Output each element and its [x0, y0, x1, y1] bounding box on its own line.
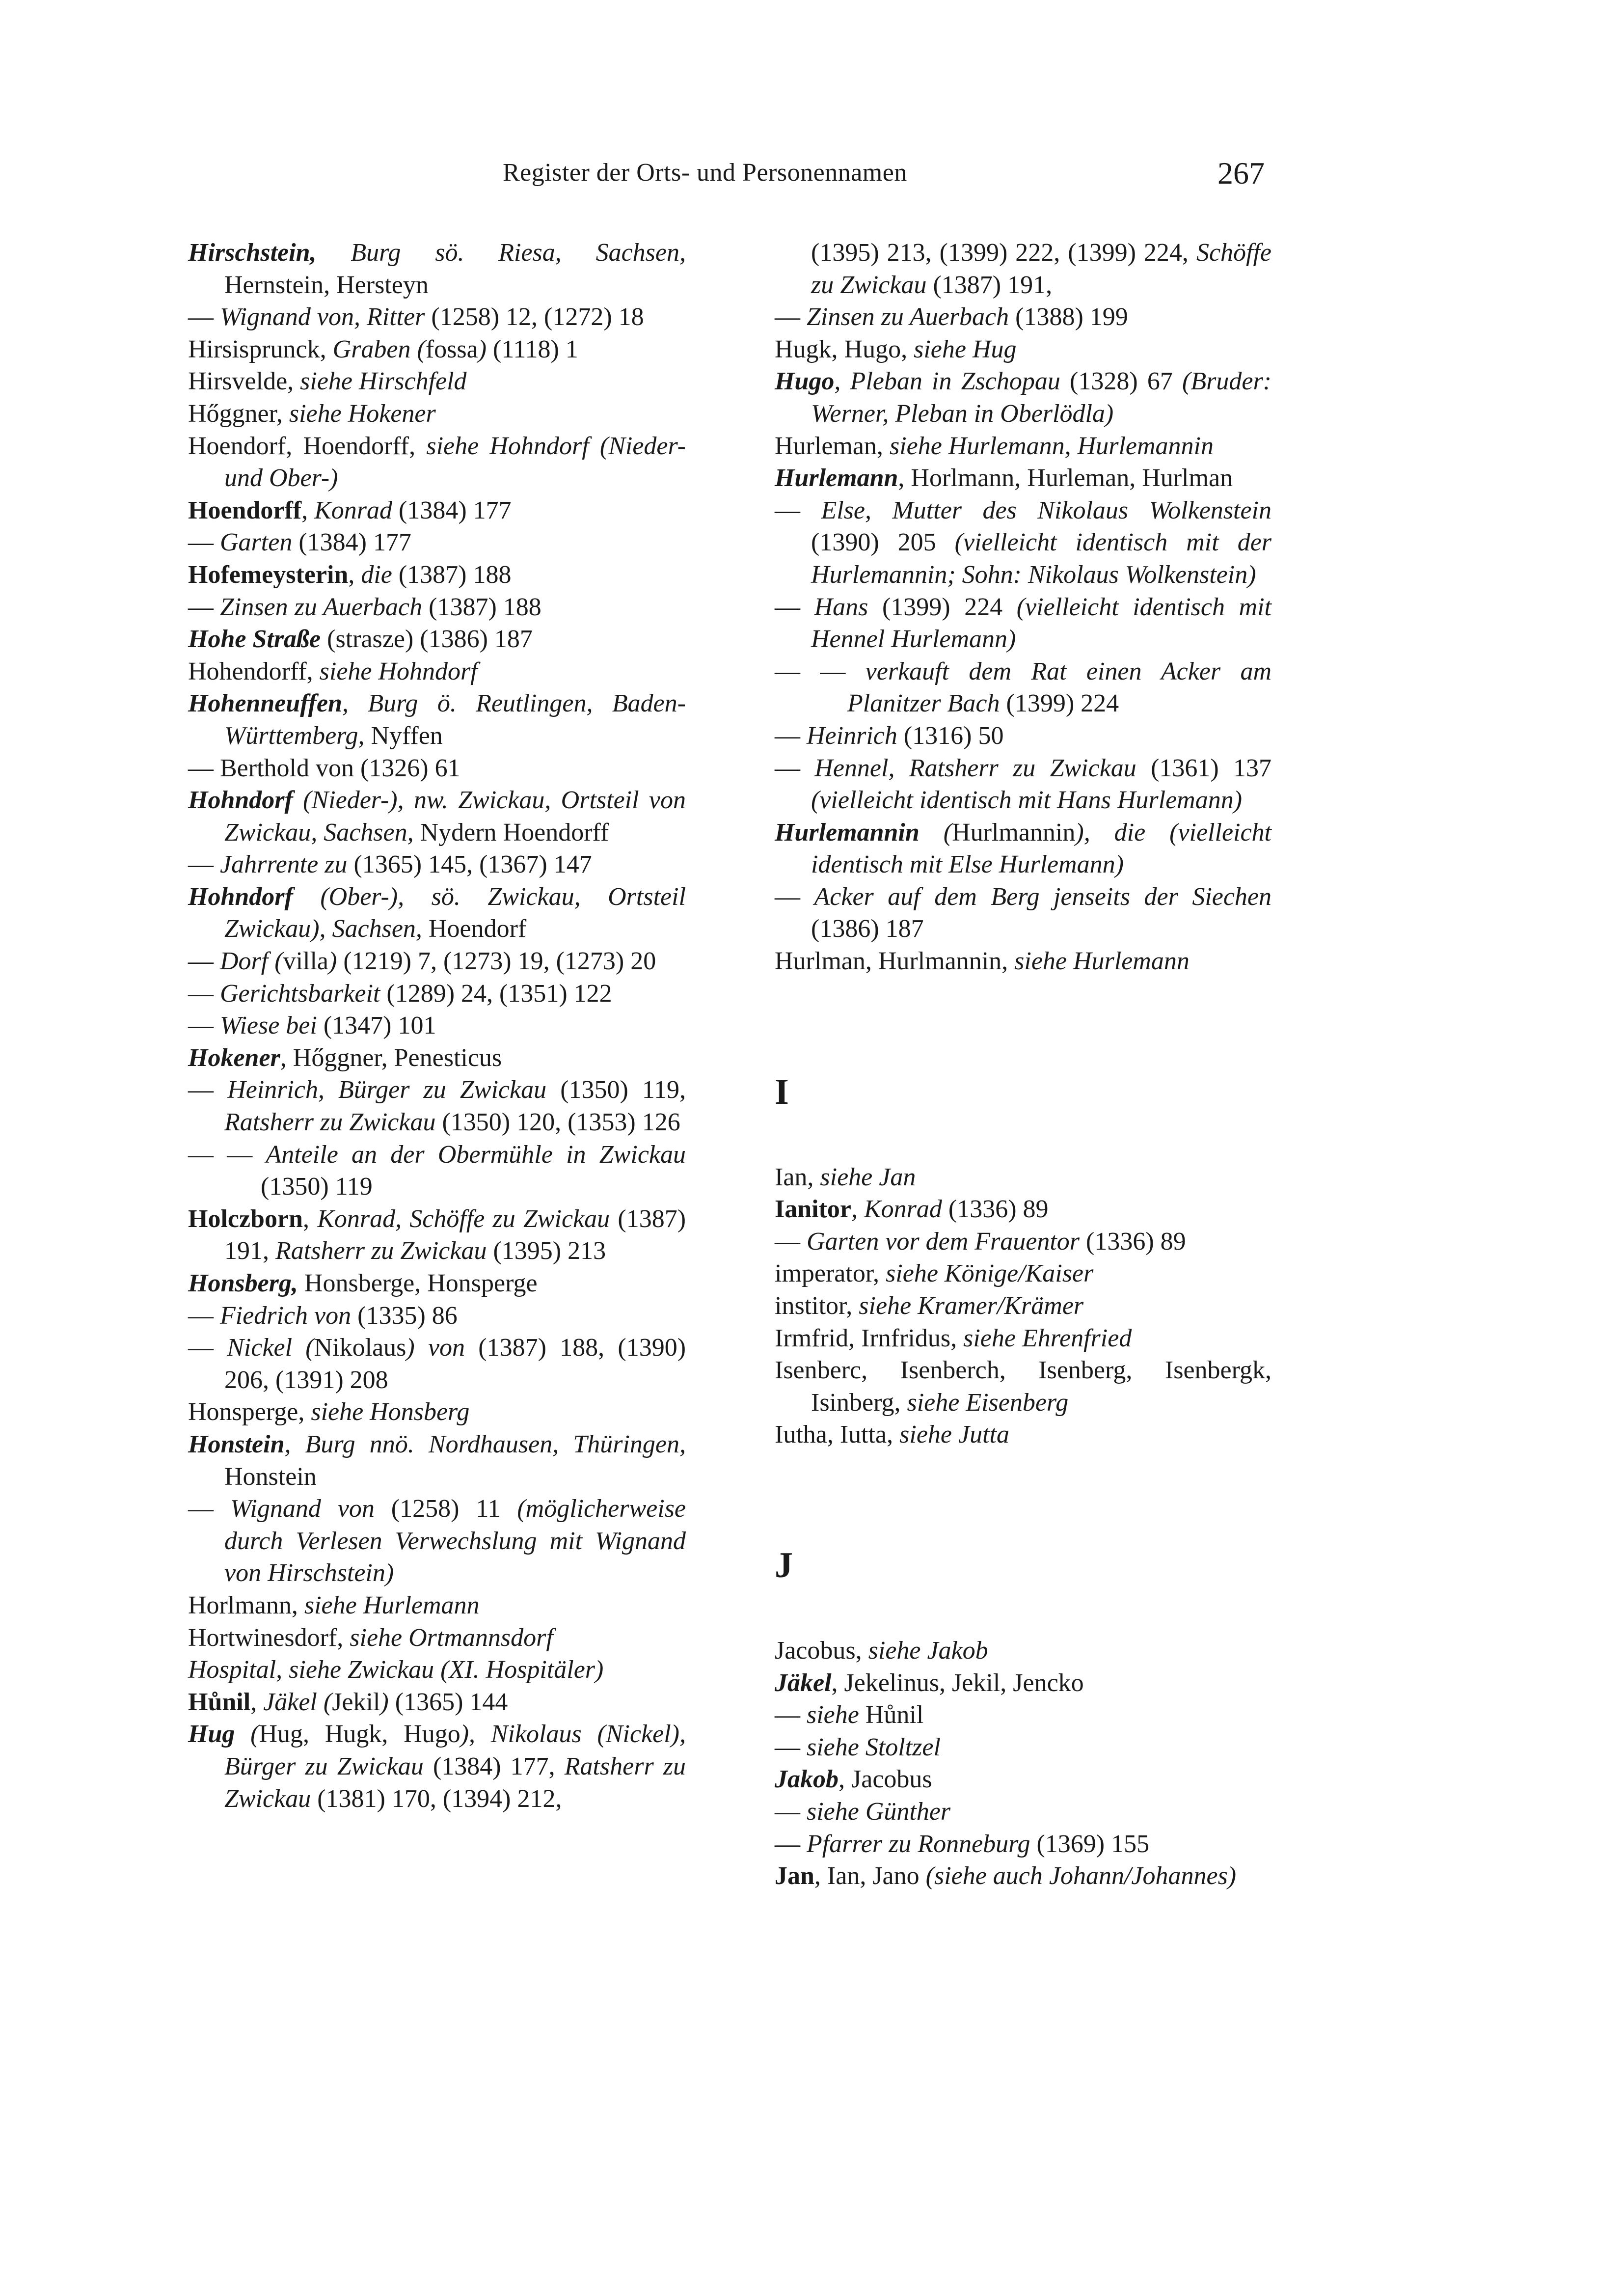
entry-text: , Hőggner, Penesticus — [280, 1043, 502, 1072]
entry-text: (1365) 145, (1367) 147 — [347, 850, 592, 879]
index-subentry — [188, 301, 686, 333]
entry-text: Honstein — [224, 1462, 317, 1491]
index-subentry — [775, 1731, 1271, 1764]
entry-text: Ian, — [775, 1163, 820, 1191]
entry-text: (1335) 86 — [351, 1301, 458, 1330]
index-entry — [188, 1396, 686, 1428]
index-entry — [775, 333, 1271, 366]
entry-text: ) — [380, 1688, 389, 1716]
entry-text: ( — [235, 1720, 259, 1749]
entry-text: (1381) 170, (1394) 212, — [311, 1784, 562, 1813]
entry-text: (vielleicht identisch mit Hans Hurlemann) — [811, 786, 1243, 815]
entry-text: Else, Mutter des Nikolaus Wolkenstein — [821, 496, 1271, 524]
index-subentry — [188, 848, 686, 881]
entry-text: Hőggner, — [188, 399, 289, 428]
entry-text: (1395) 213 — [487, 1237, 606, 1265]
entry-text: — — [775, 496, 821, 524]
entry-text: (Ober-), sö. Zwickau, Ortsteil Zwickau), Sachsen, — [224, 882, 686, 943]
entry-text: — — [188, 593, 220, 621]
entry-text: (1219) 7, (1273) 19, (1273) 20 — [337, 947, 656, 976]
entry-text: Hirsvelde, — [188, 367, 300, 396]
entry-text: (1399) 224 — [1000, 689, 1119, 718]
entry-text: Irmfrid, Irnfridus, — [775, 1324, 964, 1352]
entry-text: Heinrich, Bürger zu Zwickau — [227, 1076, 547, 1104]
index-subentry — [775, 881, 1271, 945]
index-entry — [775, 430, 1271, 463]
entry-text: (1387) 191, — [224, 1204, 686, 1265]
index-subentry — [775, 591, 1271, 656]
entry-text: ), Nikolaus (Nickel), Bürger zu Zwickau — [224, 1720, 686, 1780]
entry-text: (1387) 188, (1390) 206, (1391) 208 — [224, 1334, 686, 1394]
index-subentry — [775, 1796, 1271, 1828]
entry-text: Ianitor — [775, 1195, 851, 1224]
index-subentry — [775, 1699, 1271, 1731]
entry-text: (siehe auch Johann/Johannes) — [925, 1862, 1237, 1890]
entry-text: Ratsherr zu Zwickau — [224, 1752, 686, 1813]
entry-text: Konrad — [314, 496, 393, 524]
entry-text: Hurlmannin — [952, 818, 1076, 847]
entry-text: — — [775, 593, 814, 621]
index-entry — [188, 1267, 686, 1300]
entry-text: (1390) 205 — [811, 528, 955, 557]
entry-text: Ratsherr zu Zwickau — [224, 1108, 436, 1137]
entry-text: Isenberc, Isenberch, Isenberg, Isenbergk, Isinberg, — [775, 1356, 1271, 1417]
index-subentry — [775, 1828, 1271, 1860]
entry-text: Iutha, Iutta, — [775, 1421, 900, 1449]
index-subentry — [188, 526, 686, 559]
index-entry — [188, 656, 686, 688]
entry-text: Jekil — [332, 1688, 380, 1716]
index-column-left — [188, 237, 686, 1815]
index-entry — [188, 1042, 686, 1074]
entry-text: (1386) 187 — [811, 915, 924, 943]
index-subentry — [188, 945, 686, 978]
index-entry — [188, 333, 686, 366]
entry-text: Hans — [814, 593, 868, 621]
entry-text: Fiedrich von — [220, 1301, 352, 1330]
entry-list — [775, 237, 1271, 978]
entry-text: — — [188, 850, 220, 879]
index-entry — [775, 365, 1271, 430]
entry-list — [775, 1635, 1271, 1892]
entry-text: — — [775, 1701, 807, 1729]
entry-text: , Horlmann, Hurleman, Hurlman — [898, 464, 1233, 492]
entry-text: Hurleman, — [775, 432, 890, 460]
entry-text: Hugk, Hugo, — [775, 335, 914, 363]
index-entry — [188, 1622, 686, 1654]
entry-text: Wignand von, Ritter — [220, 303, 425, 331]
running-head: Register der Orts- und Personennamen — [503, 159, 907, 187]
entry-text: institor, — [775, 1292, 859, 1320]
entry-text: Hug, Hugk, Hugo — [259, 1720, 460, 1749]
entry-text: Hohndorf — [188, 882, 293, 911]
entry-text: , Ian, Jano — [814, 1862, 926, 1890]
entry-text: — — [188, 1334, 227, 1362]
page-number: 267 — [1217, 156, 1265, 191]
entry-text: — — [188, 979, 220, 1008]
entry-text: (1350) 120, (1353) 126 — [435, 1108, 680, 1137]
entry-text: — — [775, 754, 815, 782]
entry-text: — — [775, 1830, 807, 1858]
entry-text: Honsberg, — [188, 1269, 298, 1297]
entry-text: — — [188, 1495, 230, 1523]
entry-text: ) von — [406, 1334, 465, 1362]
index-entry — [775, 1419, 1271, 1451]
entry-text: Zinsen zu Auerbach — [807, 303, 1009, 331]
entry-text: (1388) 199 — [1009, 303, 1128, 331]
entry-text: — — — [775, 657, 866, 685]
entry-text: — Berthold von (1326) 61 — [188, 754, 460, 782]
entry-text: imperator, — [775, 1259, 886, 1288]
entry-text: (1336) 89 — [1080, 1227, 1186, 1256]
entry-text: siehe Hohndorf (Nieder- und Ober-) — [224, 432, 686, 492]
entry-text: Hurlemann — [775, 464, 898, 492]
entry-text: siehe Hurlemann — [1014, 947, 1190, 976]
entry-text: Konrad, Schöffe zu Zwickau — [317, 1204, 610, 1233]
entry-text: siehe Günther — [807, 1797, 951, 1826]
index-entry — [188, 559, 686, 591]
entry-text: Wiese bei — [220, 1011, 317, 1040]
entry-text: Jakob — [775, 1765, 839, 1794]
entry-text: (möglicherweise durch Verlesen Verwechslung mit Wignand von Hirschstein) — [224, 1495, 686, 1587]
entry-text: siehe Honsberg — [311, 1398, 470, 1426]
entry-text: Hortwinesdorf, — [188, 1623, 350, 1652]
entry-text: Nyffen — [364, 721, 443, 750]
entry-text: siehe Stoltzel — [807, 1733, 941, 1761]
entry-text: Pfarrer zu Ronneburg — [807, 1830, 1030, 1858]
entry-text: , — [851, 1195, 864, 1224]
index-column-right — [775, 237, 1271, 1892]
entry-text: (1118) 1 — [487, 335, 578, 363]
entry-text: Jacobus, — [775, 1637, 868, 1665]
entry-text: Hohenneuffen — [188, 689, 342, 718]
entry-text: (1350) 119, — [546, 1076, 686, 1104]
entry-text: Hohndorf — [188, 786, 293, 815]
entry-text: (1384) 177 — [392, 496, 512, 524]
entry-text: Acker auf dem Berg jenseits der Siechen — [814, 882, 1272, 911]
entry-text: — — [775, 1733, 807, 1761]
index-entry — [775, 1322, 1271, 1355]
entry-text: Ratsherr zu Zwickau — [275, 1237, 487, 1265]
entry-text: siehe Ortmannsdorf — [350, 1623, 553, 1652]
entry-text: siehe Hirschfeld — [300, 367, 467, 396]
entry-text: Hennel, Ratsherr zu Zwickau — [814, 754, 1136, 782]
entry-text: siehe Jutta — [899, 1421, 1009, 1449]
index-entry — [775, 817, 1271, 881]
index-subentry — [188, 978, 686, 1010]
entry-list — [188, 237, 686, 1815]
index-entry — [188, 1686, 686, 1719]
entry-text: (Bruder: Werner, Pleban in Oberlödla) — [811, 367, 1271, 428]
entry-text: Horlmann, — [188, 1591, 304, 1619]
index-entry — [775, 1860, 1271, 1892]
entry-text: Hurlman, Hurlmannin, — [775, 947, 1015, 976]
entry-text: (vielleicht identisch mit der Hurlemannin; Sohn: Nikolaus Wolkenstein) — [811, 528, 1272, 589]
index-entry — [188, 494, 686, 527]
entry-text: Hirsisprunck, — [188, 335, 333, 363]
index-subentry — [775, 656, 1271, 720]
entry-text: (1361) 137 — [1136, 754, 1271, 782]
entry-text: Honstein — [188, 1430, 285, 1458]
entry-text: — — [188, 1076, 228, 1104]
index-subentry — [188, 1332, 686, 1396]
entry-text: (1395) 213, (1399) 222, (1399) 224, — [811, 239, 1196, 267]
entry-text: Hug — [188, 1720, 235, 1749]
entry-text: (1347) 101 — [317, 1011, 436, 1040]
entry-text: Nikolaus — [314, 1334, 406, 1362]
entry-text: Heinrich — [807, 721, 897, 750]
entry-text: Jan — [775, 1862, 814, 1890]
index-entry — [775, 462, 1271, 494]
entry-text: Zinsen zu Auerbach — [220, 593, 423, 621]
entry-text: (vielleicht identisch mit Hennel Hurlemann) — [811, 593, 1272, 654]
entry-text: Burg sö. Riesa, Sachsen, — [316, 239, 686, 267]
entry-text: Wignand von — [230, 1495, 375, 1523]
entry-text: , — [348, 560, 361, 589]
entry-text: siehe — [807, 1701, 859, 1729]
entry-text: siehe Eisenberg — [907, 1388, 1069, 1417]
index-subentry — [188, 1010, 686, 1042]
index-subentry — [775, 752, 1271, 817]
index-entry — [188, 430, 686, 494]
entry-text: — — [188, 528, 220, 557]
entry-text: Hofemeysterin — [188, 560, 349, 589]
entry-text: — — [775, 1227, 807, 1256]
index-subentry — [188, 1139, 686, 1203]
entry-text: ), die (vielleicht identisch mit Else Hurlemann) — [811, 818, 1271, 879]
entry-text: die — [361, 560, 392, 589]
entry-text: ) — [328, 947, 337, 976]
entry-text: Jäkel — [775, 1668, 832, 1697]
index-subentry — [188, 1074, 686, 1138]
entry-text: — — [188, 947, 220, 976]
entry-text: Nickel ( — [227, 1334, 314, 1362]
entry-text: , Jacobus — [839, 1765, 932, 1794]
entry-text: Hugo — [775, 367, 835, 396]
index-entry — [188, 365, 686, 398]
section-heading-j: J — [775, 1545, 793, 1585]
entry-text: Honsperge, — [188, 1398, 311, 1426]
entry-text: ( — [919, 818, 952, 847]
entry-text: , Pleban in Zschopau — [834, 367, 1060, 396]
entry-text: siehe Hohndorf — [319, 657, 478, 685]
entry-text: Garten — [220, 528, 293, 557]
entry-text: Anteile an der Obermühle in Zwickau — [266, 1140, 686, 1169]
entry-text: siehe Jan — [820, 1163, 916, 1191]
entry-text: Gerichtsbarkeit — [220, 979, 380, 1008]
index-subentry — [188, 1300, 686, 1332]
entry-text: siehe Hurlemann, Hurlemannin — [889, 432, 1214, 460]
index-entry — [188, 1203, 686, 1267]
entry-text: Hospital, siehe Zwickau (XI. Hospitäler) — [188, 1656, 604, 1684]
entry-text: (1387) 188 — [392, 560, 512, 589]
index-entry — [775, 1635, 1271, 1667]
entry-text: (1258) 11 — [374, 1495, 517, 1523]
entry-text: (1365) 144 — [388, 1688, 508, 1716]
entry-text: , Burg ö. Reutlingen, Baden-Württemberg, — [224, 689, 686, 750]
entry-text: Hůnil — [859, 1701, 924, 1729]
index-entry — [188, 398, 686, 430]
entry-text: Hernstein, Hersteyn — [224, 271, 429, 299]
section-heading-i: I — [775, 1071, 789, 1112]
entry-text: Hokener — [188, 1043, 280, 1072]
entry-text: (1384) 177 — [292, 528, 411, 557]
index-subentry — [188, 1493, 686, 1589]
index-entry — [188, 1654, 686, 1686]
entry-text: siehe Hurlemann — [304, 1591, 480, 1619]
index-subentry — [775, 301, 1271, 333]
entry-text: Konrad — [864, 1195, 942, 1224]
entry-text: siehe Hokener — [289, 399, 436, 428]
entry-text: siehe Könige/Kaiser — [886, 1259, 1094, 1288]
entry-text: — — [188, 1011, 220, 1040]
index-entry — [775, 1763, 1271, 1796]
entry-text: , Jekelinus, Jekil, Jencko — [831, 1668, 1084, 1697]
index-entry — [775, 1257, 1271, 1290]
entry-text: Dorf ( — [220, 947, 283, 976]
entry-text: (1258) 12, (1272) 18 — [425, 303, 644, 331]
entry-text: Hohendorff, — [188, 657, 320, 685]
index-entry — [188, 881, 686, 945]
index-entry — [775, 945, 1271, 978]
entry-text: , Burg nnö. Nordhausen, Thüringen, — [284, 1430, 686, 1458]
entry-text: verkauft dem Rat einen Acker am Planitzer Bach — [847, 657, 1271, 718]
entry-text: (1289) 24, (1351) 122 — [380, 979, 612, 1008]
index-subentry — [775, 1226, 1271, 1258]
entry-text: fossa — [425, 335, 478, 363]
entry-text: Jahrrente zu — [220, 850, 348, 879]
index-subentry — [775, 720, 1271, 752]
index-entry — [188, 1718, 686, 1815]
entry-text: Garten vor dem Frauentor — [807, 1227, 1080, 1256]
entry-text: Holczborn — [188, 1204, 303, 1233]
entry-text: Jäkel ( — [263, 1688, 332, 1716]
entry-list — [775, 1161, 1271, 1451]
entry-text: , — [301, 496, 315, 524]
entry-text: — — [188, 1301, 220, 1330]
index-entry — [188, 687, 686, 752]
entry-text: Honsberge, Honsperge — [298, 1269, 538, 1297]
entry-text: (1350) 119 — [261, 1173, 373, 1201]
entry-text: (1384) 177, — [423, 1752, 565, 1780]
entry-text: siehe Ehrenfried — [963, 1324, 1132, 1352]
entry-text: (strasze) (1386) 187 — [321, 625, 533, 654]
entry-text: Nydern Hoendorff — [413, 818, 609, 847]
index-entry — [188, 1589, 686, 1622]
entry-text: ) — [478, 335, 487, 363]
entry-text: — — [188, 303, 220, 331]
entry-text: siehe Jakob — [868, 1637, 988, 1665]
entry-text: (1369) 155 — [1030, 1830, 1150, 1858]
index-subentry — [188, 591, 686, 624]
entry-text: Hůnil — [188, 1688, 251, 1716]
entry-text: — — [775, 721, 807, 750]
index-subentry — [775, 237, 1271, 301]
entry-text: (Nieder-), nw. Zwickau, Ortsteil von Zwickau, Sachsen, — [224, 786, 686, 847]
index-entry — [188, 623, 686, 656]
entry-text: (1399) 224 — [868, 593, 1017, 621]
index-subentry — [775, 494, 1271, 591]
entry-text: — — [775, 882, 814, 911]
index-entry — [188, 784, 686, 848]
entry-text: Hurlemannin — [775, 818, 920, 847]
entry-text: , — [302, 1204, 318, 1233]
entry-text: , — [250, 1688, 264, 1716]
entry-text: (1387) 188 — [422, 593, 541, 621]
index-subentry — [188, 752, 686, 785]
entry-text: Hoendorf — [422, 915, 527, 943]
index-entry — [188, 237, 686, 301]
entry-text: Schöffe zu Zwickau — [811, 239, 1271, 299]
entry-text: (1387) 191, — [926, 271, 1053, 299]
index-entry — [775, 1193, 1271, 1226]
entry-text: — — [775, 1797, 807, 1826]
entry-text: Hohe Straße — [188, 625, 321, 654]
entry-text: — — — [188, 1140, 266, 1169]
entry-text: (1336) 89 — [942, 1195, 1049, 1224]
index-entry — [775, 1354, 1271, 1419]
entry-text: siehe Hug — [914, 335, 1017, 363]
index-entry — [188, 1428, 686, 1493]
entry-text: Graben ( — [332, 335, 426, 363]
entry-text: Hoendorf, Hoendorff, — [188, 432, 427, 460]
index-entry — [775, 1667, 1271, 1699]
index-entry — [775, 1290, 1271, 1322]
index-entry — [775, 1161, 1271, 1194]
entry-text: (1328) 67 — [1060, 367, 1183, 396]
entry-text: Hirschstein, — [188, 239, 317, 267]
entry-text: — — [775, 303, 807, 331]
entry-text: siehe Kramer/Krämer — [859, 1292, 1084, 1320]
entry-text: villa — [283, 947, 328, 976]
entry-text: (1316) 50 — [897, 721, 1004, 750]
entry-text: Hoendorff — [188, 496, 302, 524]
